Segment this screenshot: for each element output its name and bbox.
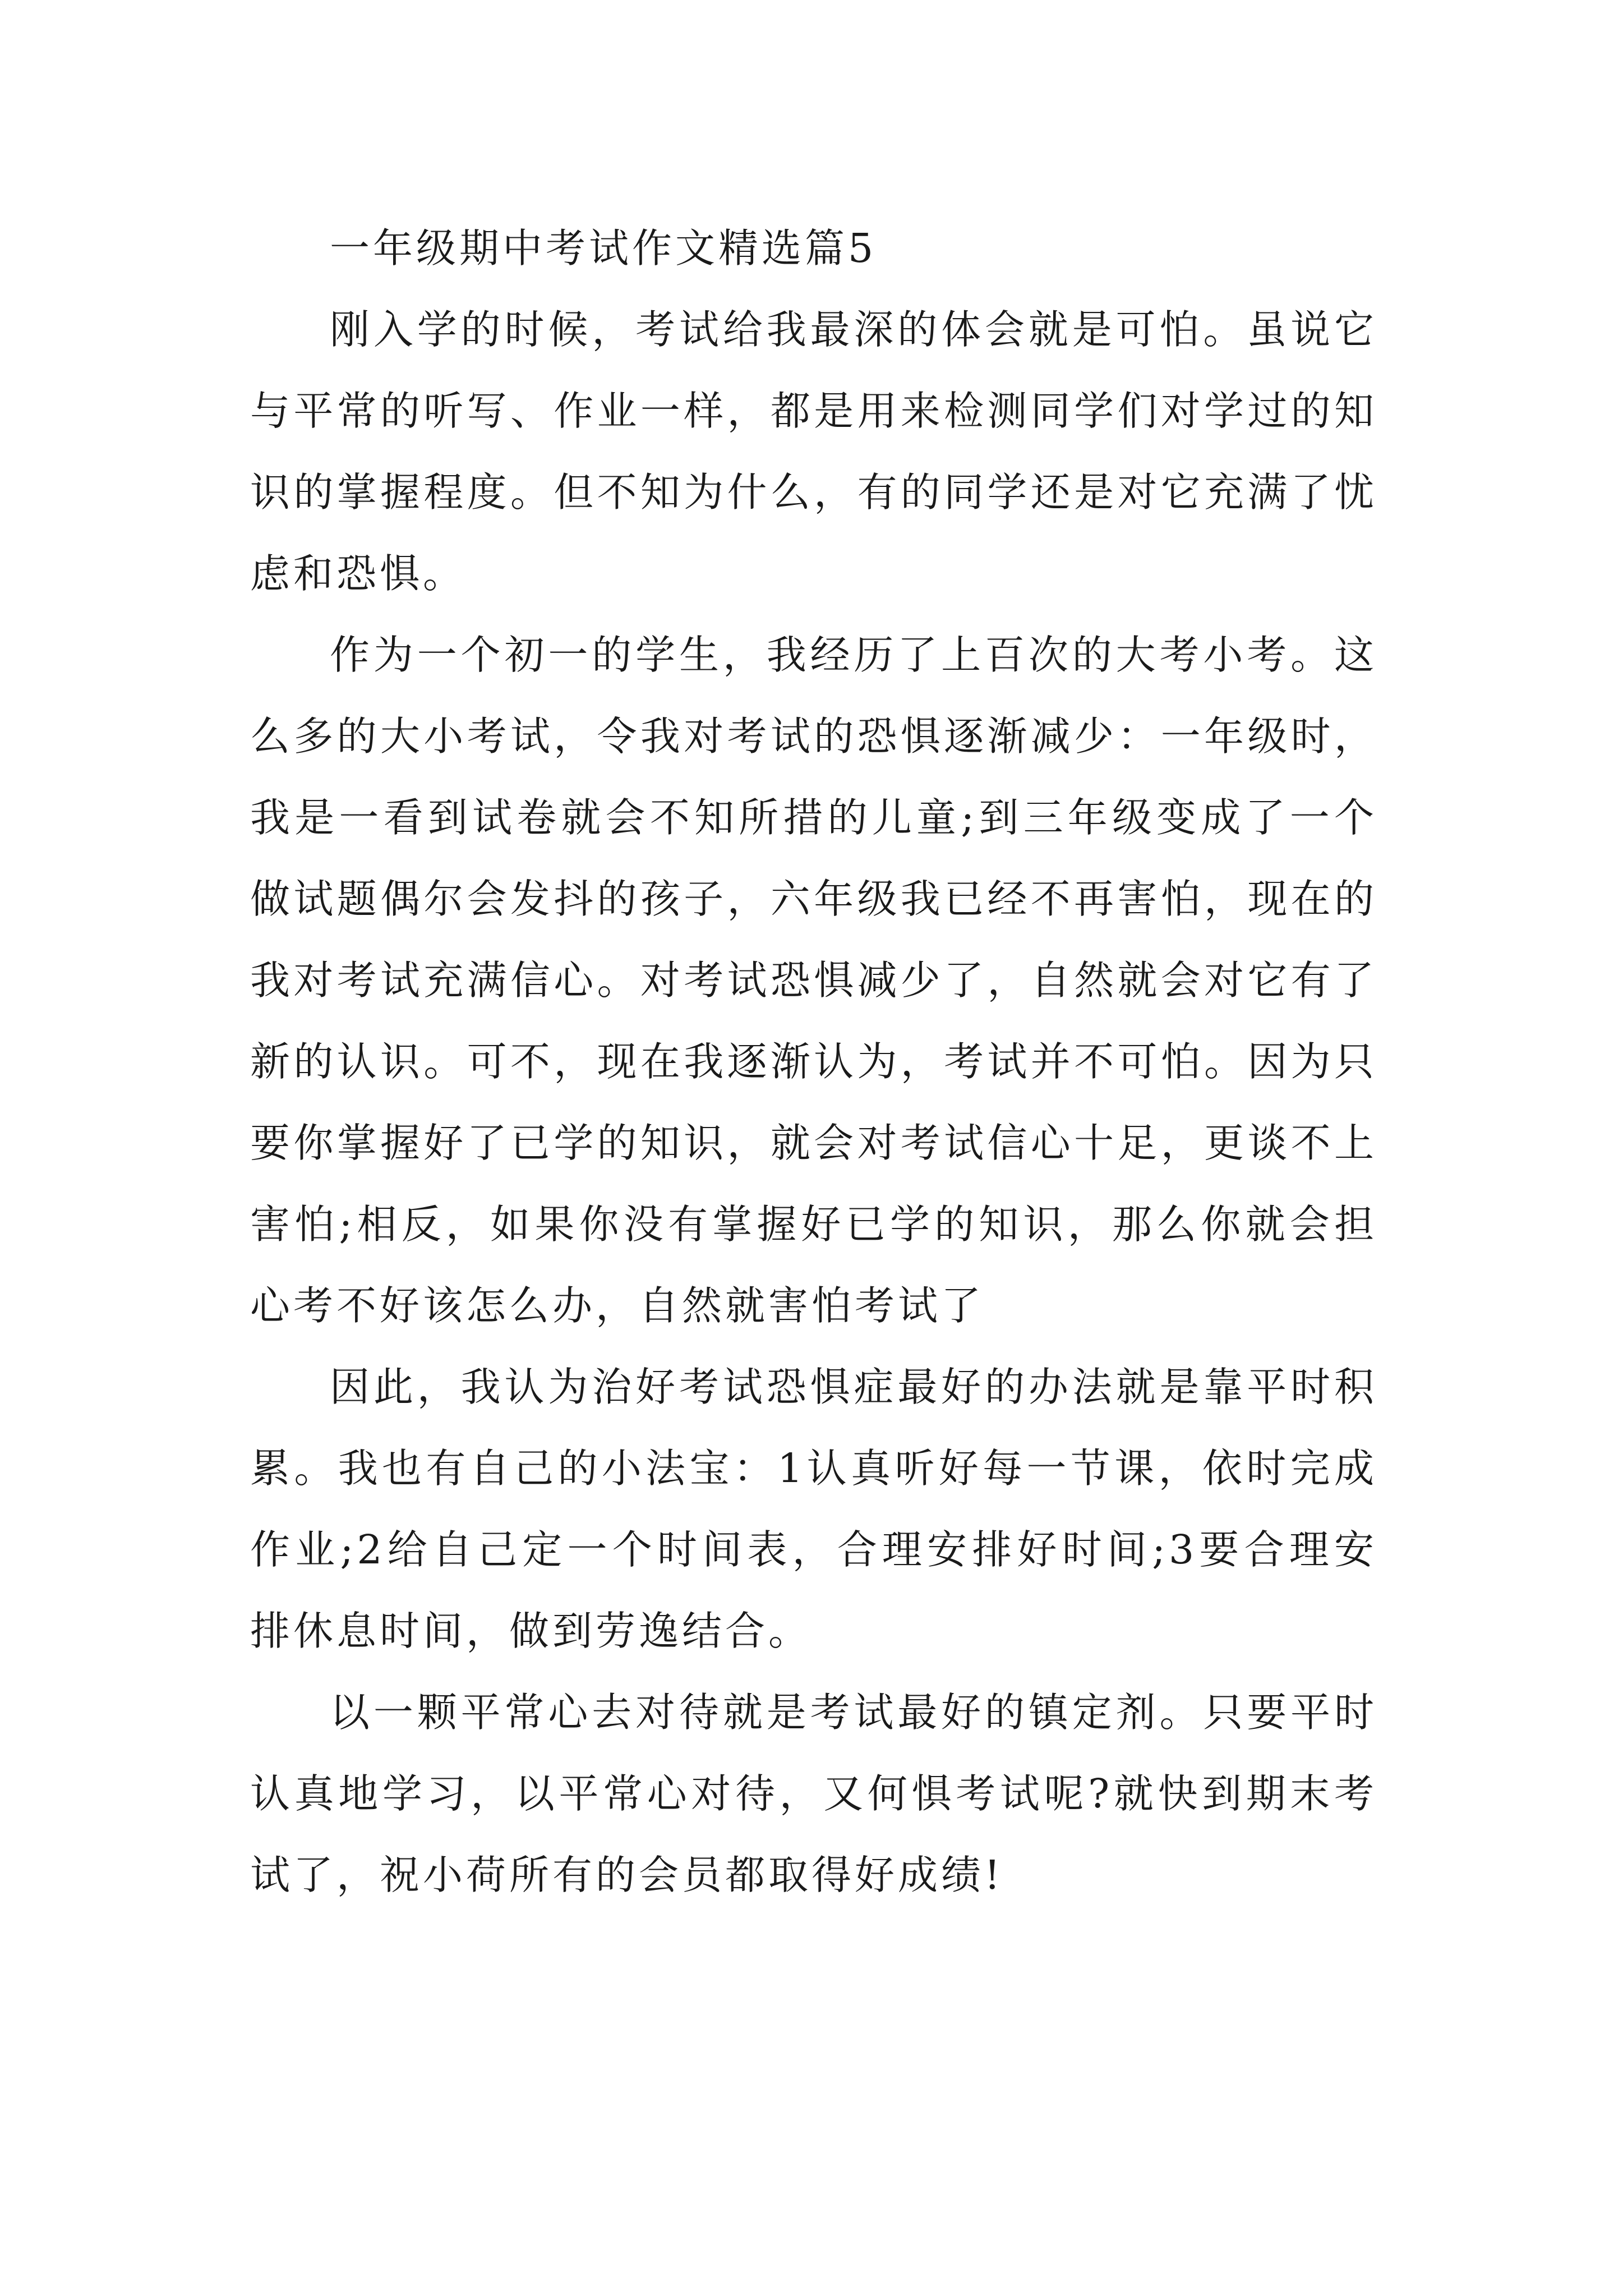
paragraph-2: 作为一个初一的学生，我经历了上百次的大考小考。这么多的大小考试，令我对考试的恐惧逐渐减少：一年级时，我是一看到试卷就会不知所措的儿童;到三年级变成了一个做试题偶尔会发抖的孩子，六年级我已经不再害怕，现在的我对考试充满信心。对考试恐惧减少了，自然就会对它有了新的认识。可不，现在我逐渐认为，考试并不可怕。因为只要你掌握好了已学的知识，就会对考试信心十足，更谈不上害怕;相反，如果你没有掌握好已学的知识，那么你就会担心考不好该怎么办，自然就害怕考试了 [250, 632, 1377, 1329]
document-title: 一年级期中考试作文精选篇5 [330, 225, 877, 272]
paragraph-3: 因此，我认为治好考试恐惧症最好的办法就是靠平时积累。我也有自己的小法宝：1认真听好每一节课，依时完成作业;2给自己定一个时间表，合理安排好时间;3要合理安排休息时间，做到劳逸结合。 [250, 1364, 1377, 1654]
paragraph-1: 刚入学的时候，考试给我最深的体会就是可怕。虽说它与平常的听写、作业一样，都是用来检测同学们对学过的知识的掌握程度。但不知为什么，有的同学还是对它充满了忧虑和恐惧。 [250, 306, 1377, 597]
document-body [250, 208, 1377, 1916]
paragraph-4: 以一颗平常心去对待就是考试最好的镇定剂。只要平时认真地学习，以平常心对待，又何惧考试呢?就快到期末考试了，祝小荷所有的会员都取得好成绩! [250, 1689, 1377, 1898]
